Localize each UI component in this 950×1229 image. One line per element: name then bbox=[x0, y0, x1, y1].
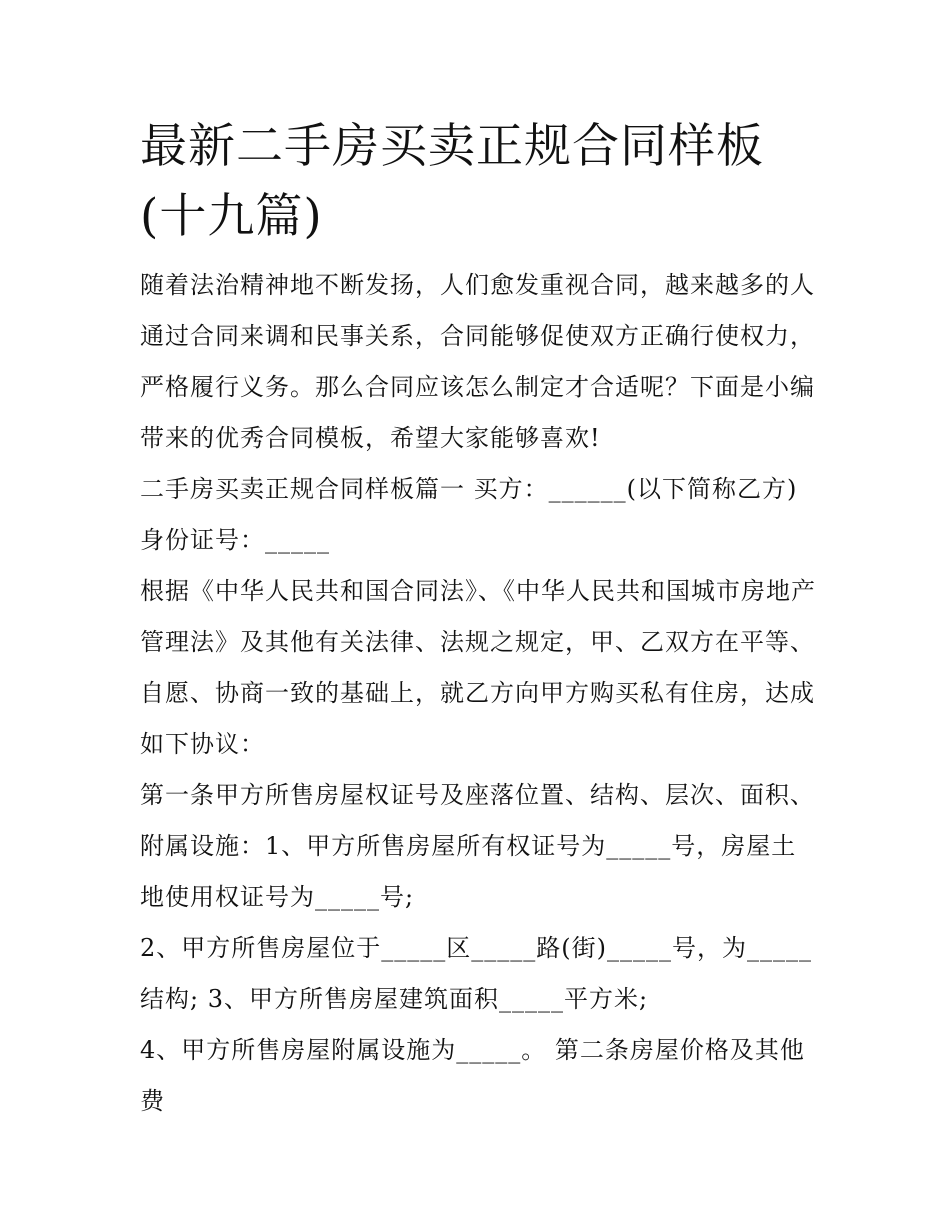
intro-paragraph: 随着法治精神地不断发扬，人们愈发重视合同，越来越多的人通过合同来调和民事关系，合同能够促使双方正确行使权力，严格履行义务。那么合同应该怎么制定才合适呢？下面是小编带来的优秀合同模板，希望大家能够喜欢! bbox=[140, 271, 815, 452]
legal-basis-paragraph: 根据《中华人民共和国合同法》、《中华人民共和国城市房地产管理法》及其他有关法律、法规之规定，甲、乙双方在平等、自愿、协商一致的基础上，就乙方向甲方购买私有住房，达成如下协议： bbox=[140, 577, 816, 758]
buyer-paragraph: 二手房买卖正规合同样板篇一 买方：______(以下简称乙方)身份证号：_____ bbox=[140, 475, 798, 554]
document-page bbox=[140, 112, 820, 1127]
location-paragraph: 2、甲方所售房屋位于_____区_____路(街)_____号，为_____结构; 3、甲方所售房屋建筑面积_____平方米; bbox=[140, 934, 812, 1013]
document-title: 最新二手房买卖正规合同样板(十九篇) bbox=[140, 119, 764, 244]
facilities-paragraph: 4、甲方所售房屋附属设施为_____。 第二条房屋价格及其他费 bbox=[140, 1036, 805, 1115]
article-one-paragraph: 第一条甲方所售房屋权证号及座落位置、结构、层次、面积、附属设施：1、甲方所售房屋所有权证号为_____号，房屋土地使用权证号为_____号; bbox=[140, 781, 815, 911]
